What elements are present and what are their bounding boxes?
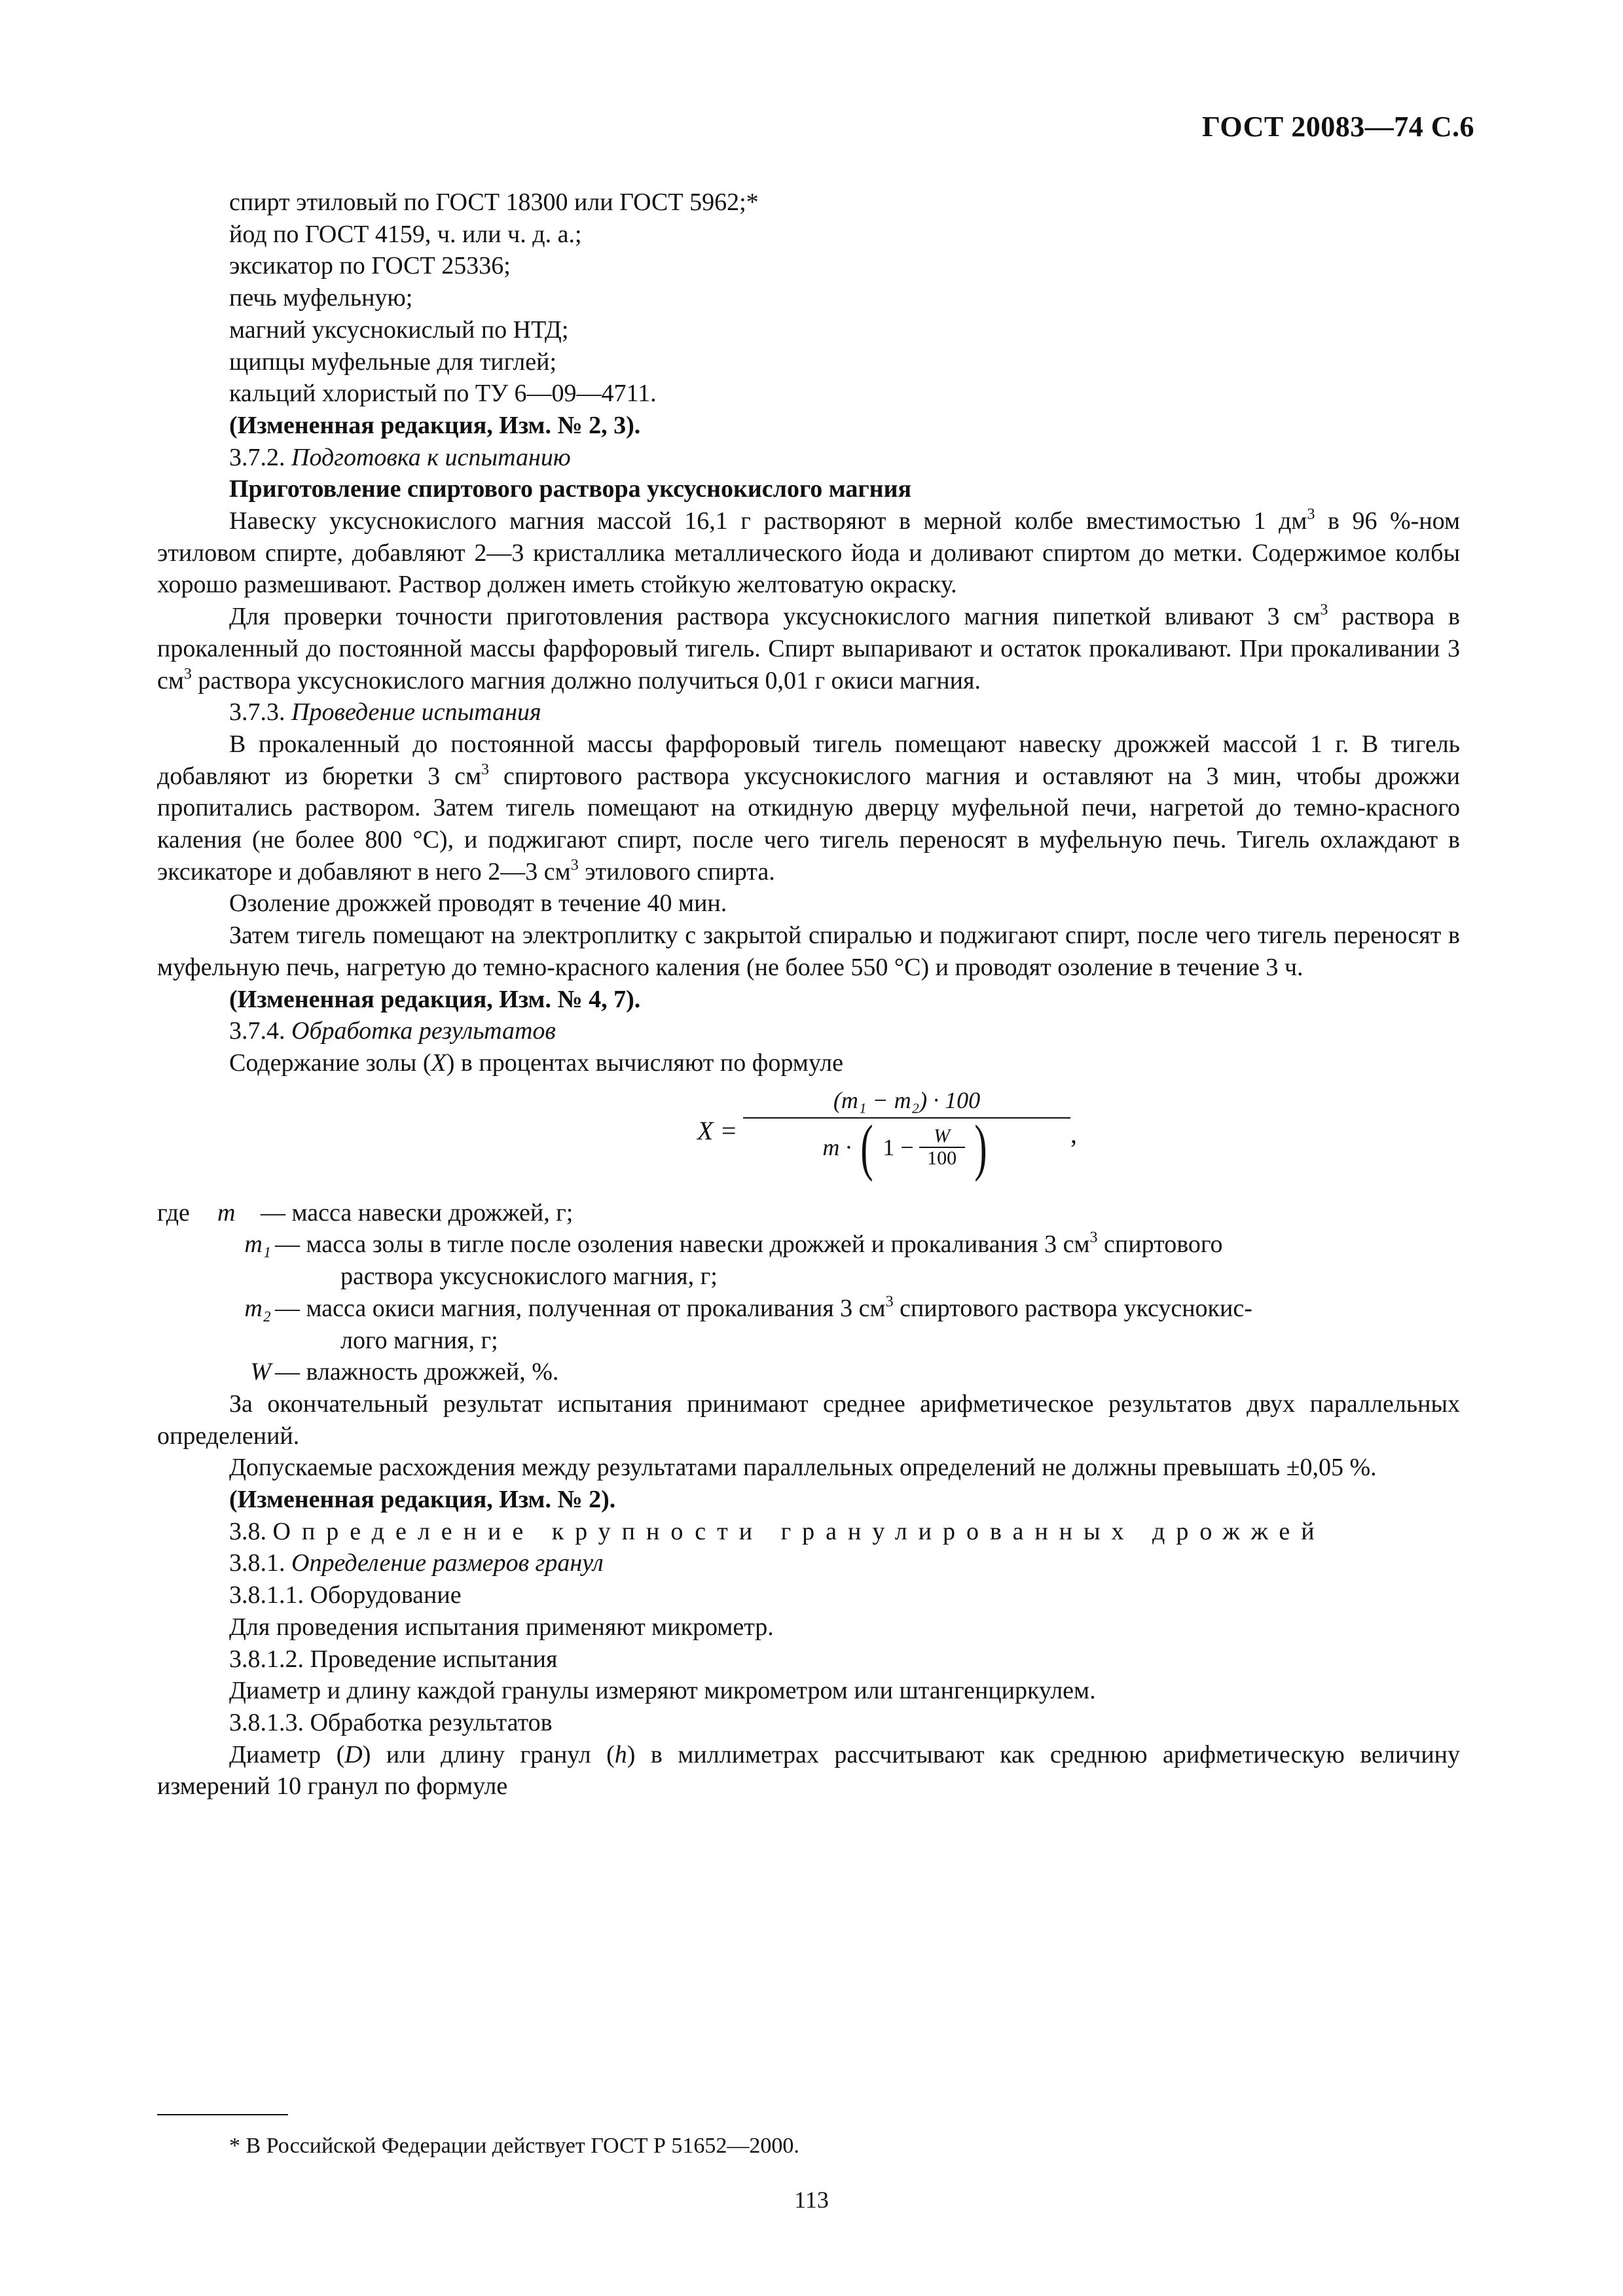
page-number: 113 — [794, 2187, 829, 2213]
section-title: Подготовка к испытанию — [291, 443, 571, 471]
definition-symbol: W — [250, 1358, 271, 1386]
paragraph-text: в 96 %-ном этиловом спирте, добавляют 2—3 кристаллика металлического йода и доливают спиртом до метки. Содержимое колбы хорошо размешивают. Раствор должен иметь стойкую желтоватую окраску. — [157, 507, 1460, 599]
document-body — [157, 187, 1460, 1803]
section-title: Определение размеров гранул — [291, 1549, 604, 1577]
formula-denominator — [743, 1111, 1070, 1182]
variable: D — [344, 1740, 363, 1768]
paragraph: Озоление дрожжей проводят в течение 40 мин. — [229, 889, 727, 918]
section-number: 3.8.1. — [229, 1549, 285, 1577]
footnote-divider — [157, 2114, 288, 2115]
denominator-one: 1 − — [883, 1134, 914, 1160]
mini-denominator: 100 — [927, 1147, 957, 1169]
paragraph-text: В прокаленный до постоянной массы фарфоровый тигель помещают навеску дрожжей массой 1 г. В тигель добавляют из бюретки 3 см — [157, 730, 1460, 790]
page-header: ГОСТ 20083—74 С.6 — [1201, 111, 1474, 143]
definition-text: — масса навески дрожжей, г; — [261, 1198, 574, 1227]
mini-fraction — [919, 1126, 965, 1169]
section-number: 3.7.4. — [229, 1017, 285, 1045]
definitions — [157, 1197, 1460, 1388]
section-heading-3-7-2 — [157, 442, 1460, 474]
where-label: где — [157, 1198, 190, 1227]
paragraph-text: ) в процентах вычисляют по формуле — [446, 1049, 843, 1077]
section-heading-3-8-1-1: 3.8.1.1. Оборудование — [229, 1581, 462, 1609]
paragraph-text: раствора в прокаленный до постоянной массы фарфоровый тигель. Спирт выпаривают и остаток прокаливают. При прокаливании 3 см — [157, 603, 1460, 694]
paragraph-text: раствора уксуснокислого магния должно получиться 0,01 г окиси магния. — [191, 666, 981, 694]
paragraph — [157, 601, 1460, 696]
paragraph: За окончательный результат испытания принимают среднее арифметическое результатов двух параллельных определений. — [157, 1390, 1460, 1450]
left-paren: ( — [860, 1111, 873, 1182]
section-heading-3-8 — [157, 1516, 1460, 1548]
section-title: Проведение испытания — [291, 698, 541, 726]
definition-row — [157, 1293, 1460, 1356]
paragraph — [157, 728, 1460, 888]
paragraph: Диаметр (D) или длину гранул (h) в миллиметрах рассчитывают как среднюю арифметическую величину измерений 10 гранул по формуле — [157, 1740, 1460, 1801]
mini-numerator: W — [934, 1124, 951, 1147]
superscript: 3 — [570, 856, 579, 874]
superscript: 3 — [1320, 601, 1328, 619]
right-paren: ) — [974, 1111, 987, 1182]
revision-note: (Измененная редакция, Изм. № 4, 7). — [229, 985, 641, 1013]
revision-note: (Измененная редакция, Изм. № 2, 3). — [229, 411, 641, 439]
paragraph: Допускаемые расхождения между результатами параллельных определений не должны превышать ±0,05 %. — [229, 1454, 1377, 1482]
definition-text: — масса золы в тигле после озоления навески дрожжей и прокаливания 3 $см^3$ спиртового раствора уксуснокислого магния, г; — [275, 1229, 1223, 1291]
definition-symbol: m₁ — [244, 1230, 271, 1259]
section-heading-3-8-1-2: 3.8.1.2. Проведение испытания — [229, 1645, 558, 1673]
definition-row — [157, 1197, 1460, 1229]
superscript: 3 — [1307, 506, 1315, 524]
paragraph-text: этилового спирта. — [578, 857, 775, 886]
section-heading-3-7-3 — [157, 696, 1460, 728]
variable: h — [614, 1740, 627, 1768]
definition-row — [157, 1229, 1460, 1292]
paragraph-text: Содержание золы ( — [229, 1049, 431, 1077]
paragraph — [157, 1047, 1460, 1079]
formula-numerator: (m₁ − m₂) · 100 — [833, 1086, 981, 1113]
paragraph: Затем тигель помещают на электроплитку с закрытой спиралью и поджигают спирт, после чего тигель переносят в муфельную печь, нагретую до темно-красного каления (не более 550 °С) и проводят озоление в течение 3 ч. — [157, 922, 1460, 981]
formula-lhs: X = — [697, 1115, 738, 1145]
definition-symbol: m — [217, 1198, 236, 1227]
section-heading-3-7-4 — [157, 1015, 1460, 1047]
superscript: 3 — [183, 665, 192, 683]
formula-comma: , — [1070, 1119, 1077, 1149]
definition-text: — масса окиси магния, полученная от прокаливания 3 $см^3$ спиртового раствора уксуснокис- лого магния, г; — [275, 1293, 1252, 1354]
section-title: Обработка результатов — [291, 1017, 556, 1045]
section-heading-3-8-1-3: 3.8.1.3. Обработка результатов — [229, 1708, 553, 1736]
list-item: спирт этиловый по ГОСТ 18300 или ГОСТ 5962;* — [229, 188, 759, 216]
section-heading-3-8-1 — [157, 1547, 1460, 1579]
list-item: эксикатор по ГОСТ 25336; — [229, 252, 511, 280]
section-number: 3.7.3. — [229, 698, 285, 726]
fraction-bar — [743, 1117, 1070, 1119]
paragraph: Диаметр и длину каждой гранулы измеряют микрометром или штангенциркулем. — [229, 1677, 1096, 1705]
superscript: 3 — [481, 761, 490, 778]
paragraph-text: Для проверки точности приготовления раствора уксуснокислого магния пипеткой вливают 3 см — [229, 603, 1321, 631]
paragraph-text: спиртового раствора уксуснокислого магния и оставляют на 3 мин, чтобы дрожжи пропитались раствором. Затем тигель помещают на откидную дверцу муфельной печи, нагретой до темно-красного каления (не более 800 °С), и поджигают спирт, после чего тигель переносят в муфельную печь. Тигель охлаждают в эксикаторе и добавляют в него 2—3 см — [157, 762, 1460, 886]
definition-row — [157, 1356, 1460, 1388]
list-item: йод по ГОСТ 4159, ч. или ч. д. а.; — [229, 220, 582, 248]
list-item: кальций хлористый по ТУ 6—09—4711. — [229, 380, 657, 408]
list-item: щипцы муфельные для тиглей; — [229, 348, 557, 376]
list-item: печь муфельную; — [229, 284, 413, 312]
ash-formula — [157, 1079, 1460, 1197]
variable: X — [431, 1049, 447, 1077]
definition-text: — влажность дрожжей, %. — [275, 1358, 559, 1386]
footnote: * В Российской Федерации действует ГОСТ Р 51652—2000. — [229, 2134, 799, 2158]
revision-note: (Измененная редакция, Изм. № 2). — [229, 1486, 616, 1514]
section-number: 3.7.2. — [229, 443, 285, 471]
subsection-heading: Приготовление спиртового раствора уксуснокислого магния — [229, 475, 912, 503]
section-number: 3.8. — [229, 1517, 266, 1545]
paragraph-text: Навеску уксуснокислого магния массой 16,1 г растворяют в мерной колбе вместимостью 1 дм — [229, 507, 1307, 535]
list-item: магний уксуснокислый по НТД; — [229, 315, 569, 344]
section-title: Определение крупности гранулированных дрожжей — [272, 1517, 1326, 1545]
paragraph — [157, 505, 1460, 601]
formula-fraction — [743, 1086, 1070, 1182]
definition-symbol: m₂ — [244, 1294, 271, 1322]
denominator-m: m · — [822, 1134, 852, 1160]
paragraph: Для проведения испытания применяют микрометр. — [229, 1613, 774, 1641]
